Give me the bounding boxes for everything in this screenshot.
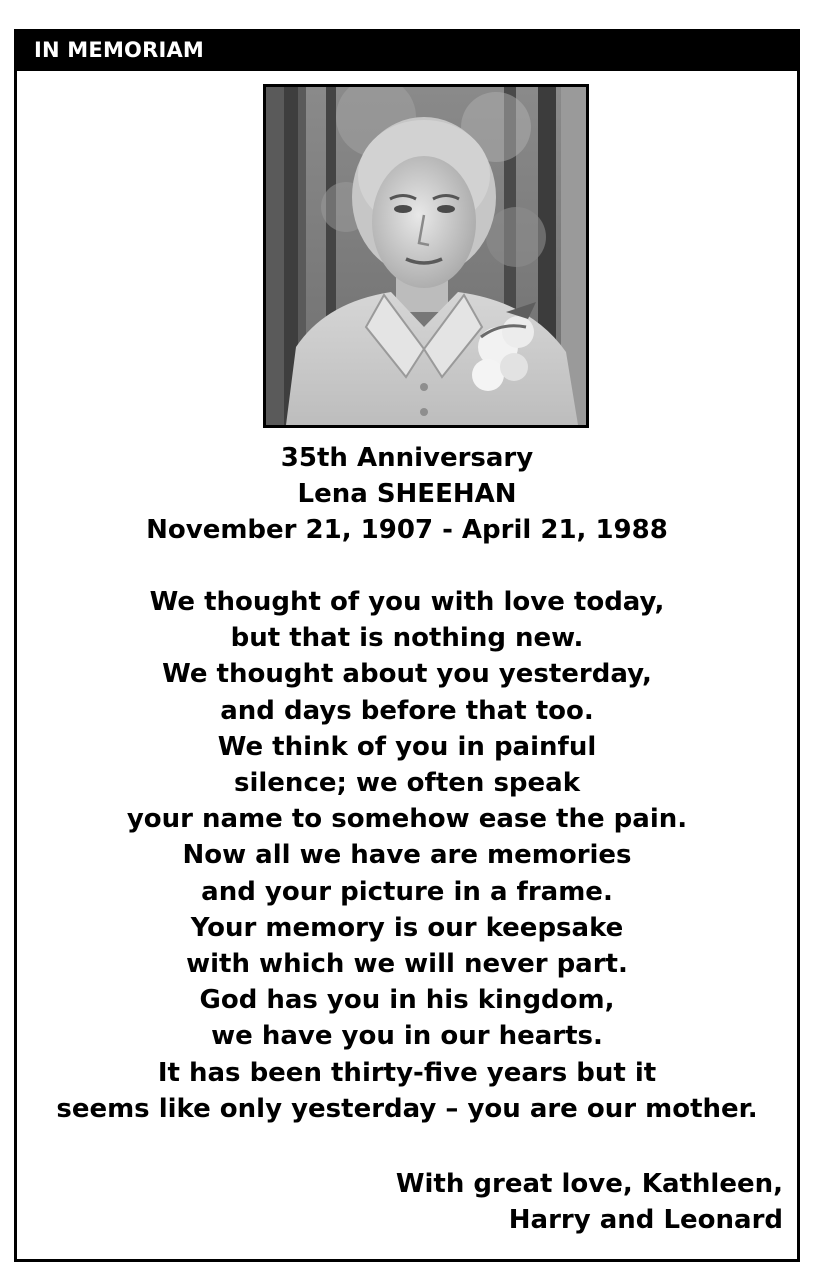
heading-block bbox=[17, 440, 797, 549]
poem-line: We thought about you yesterday, bbox=[162, 659, 652, 690]
poem-block bbox=[17, 584, 797, 1127]
poem-line: we have you in our hearts. bbox=[211, 1021, 603, 1052]
signature-line: Harry and Leonard bbox=[508, 1205, 783, 1236]
portrait-photo bbox=[263, 84, 589, 428]
poem-line: It has been thirty-five years but it bbox=[157, 1057, 657, 1088]
portrait-photo-icon bbox=[266, 87, 586, 425]
poem-line: silence; we often speak bbox=[234, 768, 580, 799]
life-dates: November 21, 1907 - April 21, 1988 bbox=[146, 515, 668, 546]
poem-line: but that is nothing new. bbox=[230, 623, 584, 654]
poem-line: God has you in his kingdom, bbox=[199, 985, 615, 1016]
poem-line: with which we will never part. bbox=[186, 949, 628, 980]
signature-line: With great love, Kathleen, bbox=[395, 1169, 783, 1199]
memorial-notice bbox=[14, 29, 800, 1262]
header-title: IN MEMORIAM bbox=[34, 38, 205, 62]
anniversary-line: 35th Anniversary bbox=[280, 443, 534, 473]
header-bar bbox=[17, 32, 797, 71]
poem-line: We thought of you with love today, bbox=[149, 587, 665, 617]
poem-line: We think of you in painful bbox=[217, 731, 597, 762]
poem-line: Your memory is our keepsake bbox=[190, 912, 624, 943]
deceased-name: Lena SHEEHAN bbox=[297, 479, 517, 510]
signature-block bbox=[396, 1166, 783, 1238]
poem-line: and your picture in a frame. bbox=[201, 876, 613, 907]
poem-line: your name to somehow ease the pain. bbox=[126, 804, 688, 835]
poem-line: and days before that too. bbox=[220, 695, 594, 726]
poem-line: Now all we have are memories bbox=[182, 840, 632, 871]
poem-line: seems like only yesterday – you are our mother. bbox=[56, 1093, 758, 1124]
